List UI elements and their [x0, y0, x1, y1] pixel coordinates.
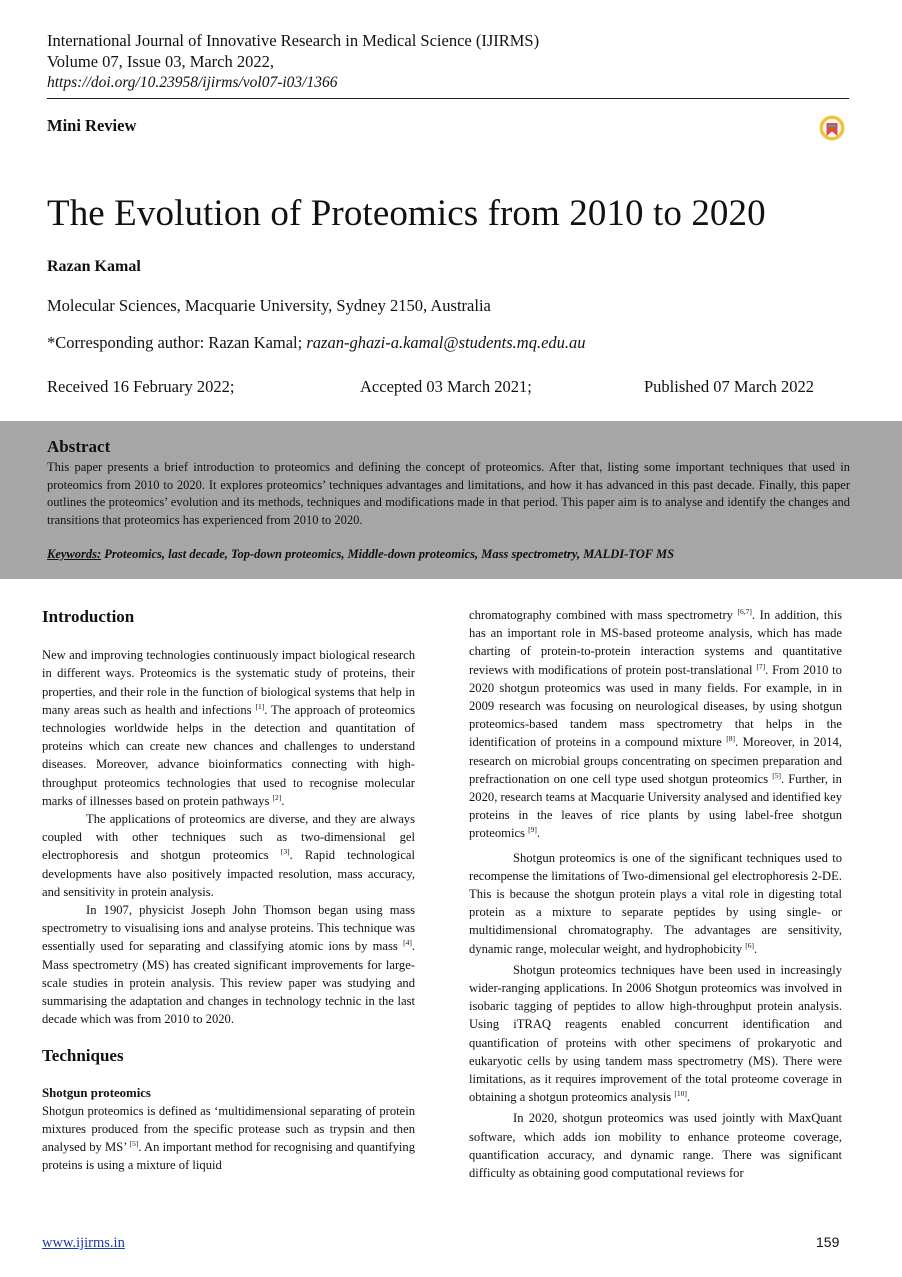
shotgun-heading: Shotgun proteomics	[42, 1085, 151, 1100]
journal-name: International Journal of Innovative Research in Medical Science (IJIRMS)	[47, 31, 540, 50]
shotgun-paragraph-2: Shotgun proteomics is one of the significant techniques used to recompense the limitations of Two-dimensional gel electrophoresis 2-DE. This is because the shotgun protein plays a vital role in digesting total protein as a mixture to separate peptides by using single- or multidimensional chromatography. The advantages are sensitivity, dynamic range, molecular weight, and hydrophobicity [6].	[469, 850, 842, 956]
citation[interactable]: [8]	[726, 734, 735, 744]
citation[interactable]: [6,7]	[737, 607, 752, 616]
doi-link[interactable]: https://doi.org/10.23958/ijirms/vol07-i03/1366	[47, 74, 338, 91]
shotgun-paragraph-1-cont: chromatography combined with mass spectrometry [6,7]. In addition, this has an important role in MS-based proteome analysis, which has made charting of protein-to-protein interaction systems and quantitative reviews with modifications of protein post-translational [7]. From 2010 to 2020 shotgun proteomics was used in many fields. For example, in in 2009 research was focusing on neurological diseases, by using shotgun proteomics-based tandem mass spectrometry that helps in the identification of proteins in a compound mixture [8]. Moreover, in 2014, research on microbial groups concentrating on specimen preparation and prefractionation on one cell type used shotgun proteomics [5]. Further, in 2020, research teams at Macquarie University analysed and identified key proteins in the leaves of rice plants by using label-free shotgun proteomics [9].	[469, 607, 842, 841]
shotgun-paragraph-1: Shotgun proteomics is defined as ‘multidimensional separating of protein mixtures produced from the specific protease such as trypsin and then analysed by MS’ [5]. An important method for recognising and quantifying proteins is using a mixture of liquid	[42, 1103, 415, 1173]
keywords	[47, 547, 850, 562]
author-name: Razan Kamal	[47, 258, 141, 275]
citation[interactable]: [3]	[280, 847, 290, 857]
affiliation: Molecular Sciences, Macquarie University, Sydney 2150, Australia	[47, 296, 491, 315]
accepted-date: Accepted 03 March 2021;	[360, 377, 532, 396]
left-column	[42, 608, 415, 1175]
journal-volume: Volume 07, Issue 03, March 2022,	[47, 52, 275, 71]
crossmark-icon[interactable]	[818, 114, 846, 142]
citation[interactable]: [5]	[129, 1139, 139, 1149]
intro-paragraph-3: In 1907, physicist Joseph John Thomson began using mass spectrometry to visualising ions and analyse proteins. This technique was essentially used for separating and classifying atomic ions by mass [4]. Mass spectrometry (MS) has created significant improvements for large-scale studies in protein analysis. This review paper was studying and summarising the adaptation and changes in technology technic in the last decade which was from 2010 to 2020.	[42, 903, 415, 1027]
header-divider	[47, 98, 849, 99]
citation[interactable]: [1]	[255, 701, 265, 711]
intro-paragraph-1: New and improving technologies continuously impact biological research in different ways. Proteomics is the systematic study of proteins, their properties, and their role in the function of biological systems that help in many areas such as health and infections [1]. The approach of proteomics technologies worldwide helps in the detection and quantitation of proteins which can create new chances and challenges to understand diseases. Moreover, advance bioinformatics connecting with high-throughput proteomics technologies that used to recognise molecular marks of illnesses based on protein pathways [2].	[42, 648, 415, 808]
abstract-text: This paper presents a brief introduction to proteomics and defining the concept of proteomics. After that, listing some important techniques that used in proteomics from 2010 to 2020. It explores proteomics’ techniques advantages and limitations, and how it has advanced in this past decade. Finally, this paper outlines the proteomics’ evolution and its methods, techniques and modifications made in that period. This paper aim is to analyse and identify the changes and transitions that proteomics has experienced from 2010 to 2020.	[47, 460, 850, 527]
citation[interactable]: [5]	[772, 770, 781, 780]
journal-header	[47, 30, 539, 93]
keywords-list: Proteomics, last decade, Top-down proteomics, Middle-down proteomics, Mass spectrometry, MALDI-TOF MS	[101, 547, 675, 561]
received-date: Received 16 February 2022;	[47, 377, 235, 396]
shotgun-paragraph-3: Shotgun proteomics techniques have been used in increasingly wider-ranging applications. In 2006 Shotgun proteomics was involved in isobaric tagging of peptides to allow high-throughput protein analysis. Using iTRAQ reagents enabled concurrent identification and quantification of proteins with other specimens of prokaryotic and eukaryotic cells by using tandem mass spectrometry (MS). There were limitations, as it requires improvement of the total proteome coverage in obtaining a shotgun proteomics analysis [10].	[469, 962, 842, 1105]
corresponding-email[interactable]: razan-ghazi-a.kamal@students.mq.edu.au	[306, 333, 586, 352]
introduction-heading: Introduction	[42, 607, 135, 626]
intro-paragraph-2: The applications of proteomics are diverse, and they are always coupled with other techniques such as two-dimensional gel electrophoresis and shotgun proteomics [3]. Rapid technological developments have also positively impacted resolution, mass accuracy, and sensitivity in protein analysis.	[42, 812, 415, 899]
techniques-heading: Techniques	[42, 1046, 124, 1066]
citation[interactable]: [6]	[745, 940, 755, 950]
corresponding-author	[47, 333, 586, 353]
right-column	[469, 606, 842, 1182]
article-type: Mini Review	[47, 116, 137, 135]
citation[interactable]: [10]	[674, 1089, 687, 1099]
citation[interactable]: [7]	[756, 661, 766, 671]
corresponding-label: *Corresponding author: Razan Kamal;	[47, 333, 307, 352]
citation[interactable]: [9]	[528, 825, 537, 835]
keywords-label: Keywords:	[47, 547, 102, 561]
paper-title: The Evolution of Proteomics from 2010 to 2020	[47, 193, 766, 234]
citation[interactable]: [2]	[272, 792, 282, 802]
abstract-heading: Abstract	[47, 437, 111, 456]
journal-website-link[interactable]: www.ijirms.in	[42, 1235, 125, 1251]
citation[interactable]: [4]	[403, 938, 412, 948]
published-date: Published 07 March 2022	[644, 377, 815, 396]
shotgun-paragraph-4: In 2020, shotgun proteomics was used jointly with MaxQuant software, which adds ion mobility to enhance proteome coverage, quantification accuracy, and dynamic range. There was significant difficulty as obtaining good computational reviews for	[469, 1111, 842, 1181]
page-number: 159	[816, 1234, 840, 1250]
